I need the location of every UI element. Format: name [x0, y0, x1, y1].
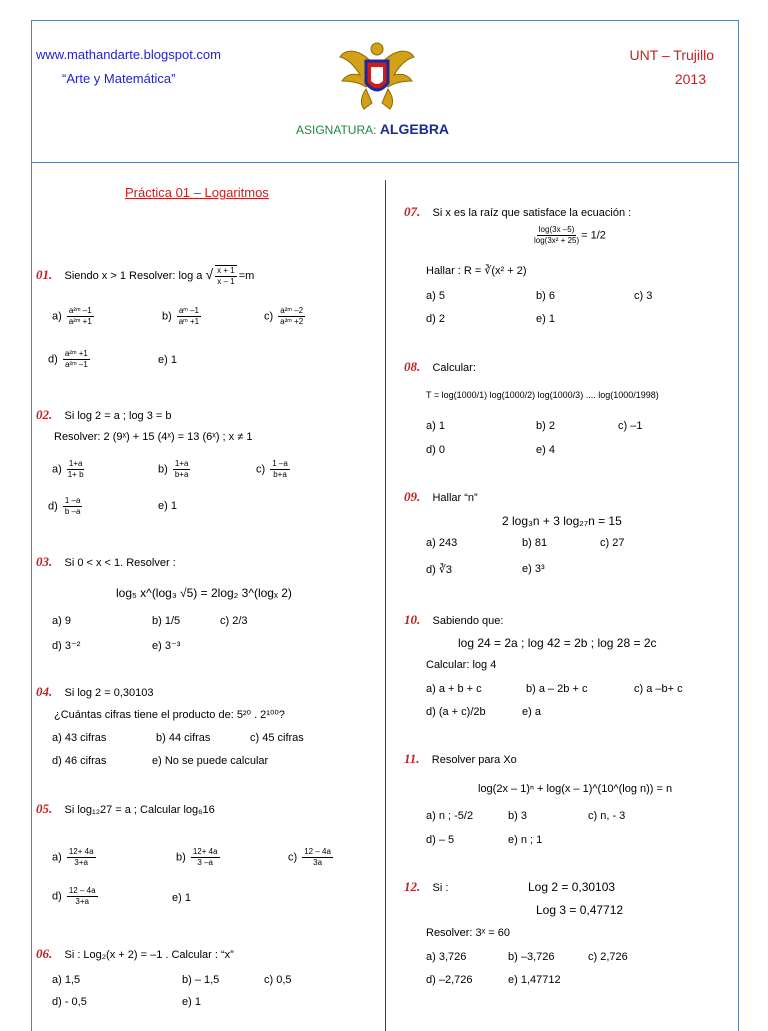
practice-sheet	[31, 20, 739, 1031]
question-02	[36, 407, 172, 423]
option-d[interactable]	[48, 349, 92, 370]
option-a[interactable]	[52, 847, 98, 868]
option-a[interactable]	[52, 306, 96, 327]
fraction-den: 3 –a	[197, 858, 213, 867]
option-b[interactable]	[158, 459, 192, 480]
option-letter: b)	[176, 851, 186, 864]
fraction-den: log(3x² + 25)	[534, 236, 580, 245]
question-text: Si log₁₂27 = a ; Calcular log₆16	[64, 804, 215, 816]
option-d[interactable]: d) 2	[426, 313, 445, 325]
question-text-2: ¿Cuántas cifras tiene el producto de: 5²⁰ . 2¹⁰⁰?	[54, 709, 285, 721]
option-a[interactable]: a) a + b + c	[426, 683, 482, 695]
question-text: Si 0 < x < 1. Resolver :	[64, 557, 176, 569]
university-label: UNT – Trujillo	[629, 47, 714, 63]
fraction-den: a²ᵐ +1	[68, 317, 92, 326]
fraction-num: 12 – 4a	[304, 847, 331, 856]
option-c[interactable]: c) 3	[634, 290, 653, 302]
option-c[interactable]: c) a –b+ c	[634, 683, 683, 695]
question-06	[36, 946, 234, 962]
fraction-num: 12+ 4a	[68, 847, 94, 856]
fraction-num: a²ᵐ –1	[68, 306, 92, 315]
question-text: Resolver para Xo	[431, 754, 517, 766]
option-e[interactable]: e) 1	[158, 354, 177, 366]
option-d[interactable]	[48, 496, 84, 517]
question-text-2: Resolver: 2 (9ˣ) + 15 (4ˣ) = 13 (6ˣ) ; x ≠ 1	[54, 431, 253, 443]
option-e[interactable]: e) 1,47712	[508, 974, 561, 986]
question-12	[404, 879, 448, 895]
option-b[interactable]: b) 81	[522, 537, 548, 549]
question-08	[404, 359, 476, 375]
option-b[interactable]	[176, 847, 222, 868]
given-log2: Log 2 = 0,30103	[528, 880, 616, 894]
option-letter: c)	[288, 851, 298, 864]
question-number: 05.	[36, 801, 53, 816]
option-c[interactable]: c) 0,5	[264, 974, 292, 986]
option-a[interactable]: a) 1	[426, 420, 445, 432]
option-e[interactable]: e) n ; 1	[508, 834, 543, 846]
option-a[interactable]: a) 243	[426, 537, 458, 549]
option-c[interactable]: c) 45 cifras	[250, 732, 304, 744]
option-d[interactable]: d) - 0,5	[52, 996, 87, 1008]
question-number: 02.	[36, 407, 53, 422]
equation	[532, 225, 606, 246]
subject-name: ALGEBRA	[379, 121, 450, 137]
question-number: 11.	[404, 751, 420, 766]
subject-line	[296, 121, 449, 137]
column-divider	[385, 180, 386, 1031]
option-d[interactable]: d) 46 cifras	[52, 755, 107, 767]
option-b[interactable]: b) a – 2b + c	[526, 683, 588, 695]
question-number: 10.	[404, 612, 421, 627]
option-a[interactable]: a) n ; -5/2	[426, 810, 474, 822]
year-label: 2013	[674, 71, 706, 87]
option-c[interactable]: c) 2,726	[588, 951, 628, 963]
question-11	[404, 751, 517, 767]
question-01: 01. Siendo x > 1 Resolver: log a √ $\frac{x + 1}{x - 1}$ =m	[36, 265, 255, 286]
option-e[interactable]: e) No se puede calcular	[152, 755, 269, 767]
subject-label: ASIGNATURA:	[296, 123, 377, 137]
equation: log(2x – 1)ⁿ + log(x – 1)^(10^(log n)) = n	[478, 783, 673, 795]
option-c[interactable]	[288, 847, 335, 868]
question-number: 09.	[404, 489, 421, 504]
fraction-num: 12 – 4a	[68, 886, 96, 895]
option-e[interactable]: e) 1	[158, 500, 177, 512]
question-05	[36, 801, 215, 817]
question-number: 12.	[404, 879, 421, 894]
option-letter: c)	[264, 310, 274, 323]
question-text-2: Hallar : R = ∛(x² + 2)	[426, 265, 527, 277]
option-letter: d)	[48, 353, 58, 366]
option-a[interactable]: a) 3,726	[426, 951, 467, 963]
equation: log 24 = 2a ; log 42 = 2b ; log 28 = 2c	[458, 636, 657, 650]
option-letter: c)	[256, 463, 266, 476]
question-number: 04.	[36, 684, 53, 699]
question-text: Si log 2 = 0,30103	[64, 687, 154, 699]
option-e[interactable]: e) a	[522, 706, 541, 718]
university-crest-logo	[338, 39, 416, 111]
equation-rhs: = 1/2	[581, 229, 606, 242]
question-number: 03.	[36, 554, 53, 569]
option-b[interactable]: b) –3,726	[508, 951, 555, 963]
fraction-den: b+a	[273, 470, 287, 479]
option-letter: a)	[52, 463, 62, 476]
option-c[interactable]: c) 27	[600, 537, 625, 549]
option-e[interactable]: e) 3⁻³	[152, 640, 181, 652]
option-d[interactable]: d) ∛3	[426, 564, 452, 576]
option-a[interactable]	[52, 459, 86, 480]
option-e[interactable]: e) 4	[536, 444, 555, 456]
question-04	[36, 684, 153, 700]
fraction-num: 1 –a	[272, 459, 288, 468]
question-text: Siendo x > 1 Resolver: log a	[64, 269, 203, 282]
question-03	[36, 554, 176, 570]
question-number: 08.	[404, 359, 421, 374]
radicand-num: x + 1	[217, 266, 235, 275]
option-letter: d)	[52, 890, 62, 903]
question-number: 01.	[36, 266, 53, 282]
option-d[interactable]: d) 3⁻²	[52, 640, 81, 652]
fraction-num: a²ᵐ –2	[280, 306, 304, 315]
given-log3: Log 3 = 0,47712	[536, 903, 624, 917]
option-letter: d)	[48, 500, 58, 513]
fraction-num: 1 –a	[64, 496, 81, 505]
option-d[interactable]: d) – 5	[426, 834, 455, 846]
radicand-den: x – 1	[217, 277, 235, 286]
question-07	[404, 204, 631, 220]
site-slogan: “Arte y Matemática”	[62, 71, 176, 86]
question-text: Si : Log₂(x + 2) = –1 . Calcular : “x”	[64, 949, 234, 961]
option-d[interactable]: d) –2,726	[426, 974, 473, 986]
option-e[interactable]: e) 3³	[522, 563, 545, 575]
option-b[interactable]: b) 2	[536, 420, 555, 432]
option-letter: a)	[52, 310, 62, 323]
option-c[interactable]	[264, 306, 307, 327]
question-text: Sabiendo que:	[432, 615, 504, 627]
option-a[interactable]: a) 1,5	[52, 974, 81, 986]
fraction-num: 12+ 4a	[192, 847, 218, 856]
option-c[interactable]: c) 2/3	[220, 615, 248, 627]
option-b[interactable]: b) – 1,5	[182, 974, 220, 986]
fraction-den: 3a	[313, 858, 323, 867]
fraction-num: log(3x –5)	[538, 225, 575, 234]
option-a[interactable]: a) 9	[52, 615, 71, 627]
fraction-num: 1+a	[174, 459, 189, 468]
option-letter: b)	[158, 463, 168, 476]
page-title: Práctica 01 – Logaritmos	[125, 185, 269, 200]
equation: log₅ x^(log₃ √5) = 2log₂ 3^(logₓ 2)	[116, 586, 292, 600]
fraction-den: 3+a	[75, 897, 89, 906]
fraction-den: 3+a	[74, 858, 88, 867]
option-d[interactable]: d) (a + c)/2b	[426, 706, 486, 718]
option-b[interactable]	[162, 306, 203, 327]
option-e[interactable]: e) 1	[172, 892, 191, 904]
option-c[interactable]: c) n, - 3	[588, 810, 626, 822]
option-d[interactable]: d) 0	[426, 444, 445, 456]
fraction-den: a²ᵐ –1	[64, 360, 88, 369]
option-b[interactable]: b) 44 cifras	[156, 732, 211, 744]
fraction-den: a²ᵐ +2	[280, 317, 304, 326]
fraction-den: b+a	[174, 470, 189, 479]
question-text: Si log 2 = a ; log 3 = b	[64, 410, 172, 422]
header-divider	[32, 162, 738, 163]
equation: T = log(1000/1) log(1000/2) log(1000/3) .... log(1000/1998)	[426, 390, 659, 400]
option-e[interactable]: e) 1	[536, 313, 555, 325]
option-b[interactable]: b) 6	[536, 290, 555, 302]
fraction-den: aᵐ +1	[178, 317, 200, 326]
question-number: 07.	[404, 204, 421, 219]
option-d[interactable]	[52, 886, 100, 907]
fraction-den: 1+ b	[67, 470, 84, 479]
question-text-2: Calcular: log 4	[426, 659, 497, 671]
option-a[interactable]: a) 5	[426, 290, 445, 302]
option-letter: b)	[162, 310, 172, 323]
fraction-den: b –a	[64, 507, 81, 516]
question-text-2: Resolver: 3ˣ = 60	[426, 927, 511, 939]
question-number: 06.	[36, 946, 53, 961]
option-c[interactable]	[256, 459, 292, 480]
question-rhs: =m	[238, 269, 255, 282]
option-letter: a)	[52, 851, 62, 864]
equation: 2 log₃n + 3 log₂₇n = 15	[502, 514, 622, 528]
option-b[interactable]: b) 3	[508, 810, 527, 822]
question-text: Si x es la raíz que satisface la ecuación :	[432, 207, 632, 219]
option-a[interactable]: a) 43 cifras	[52, 732, 107, 744]
option-c[interactable]: c) –1	[618, 420, 643, 432]
fraction-num: aᵐ –1	[178, 306, 199, 315]
option-e[interactable]: e) 1	[182, 996, 201, 1008]
question-09	[404, 489, 478, 505]
question-text: Hallar “n”	[432, 492, 478, 504]
question-text: Calcular:	[432, 362, 476, 374]
question-text: Si :	[432, 882, 449, 894]
fraction-num: 1+a	[68, 459, 83, 468]
question-10	[404, 612, 503, 628]
option-b[interactable]: b) 1/5	[152, 615, 181, 627]
fraction-num: a²ᵐ +1	[64, 349, 88, 358]
site-url[interactable]: www.mathandarte.blogspot.com	[36, 47, 221, 62]
